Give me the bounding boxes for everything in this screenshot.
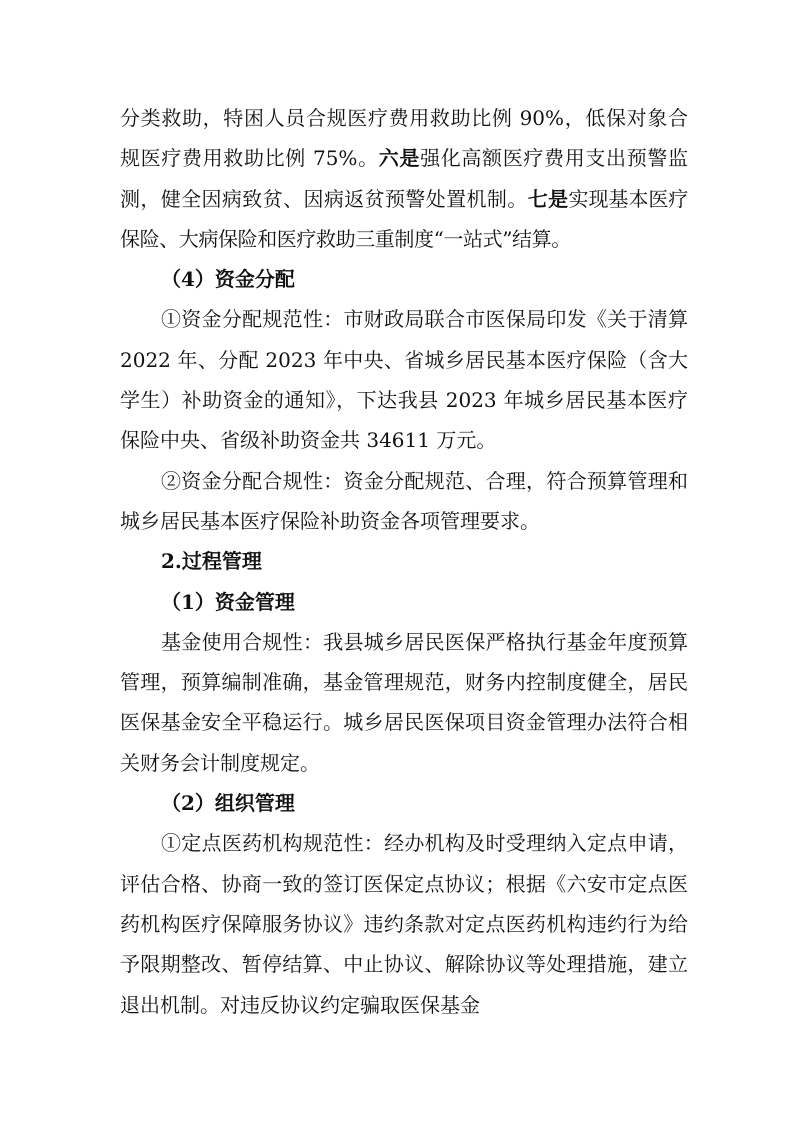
heading-fund-allocation: （4）资金分配 [161,267,295,292]
heading-fund-management: （1）资金管理 [161,589,295,614]
paragraph-organization-management: ①定点医药机构规范性：经办机构及时受理纳入定点申请，评估合格、协商一致的签订医保定点协议；根据《六安市定点医药机构医疗保障服务协议》违约条款对定点医药机构违约行为给予限期整改、暂停结算、中止协议、解除协议等处理措施，建立退出机制。对违反协议约定骗取医保基金 [120,831,688,1017]
heading-organization-management: （2）组织管理 [161,791,295,816]
bold-marker-seven: 七是 [527,186,569,211]
heading-process-management: 2.过程管理 [161,549,262,574]
paragraph-continued [120,98,688,259]
paragraph-allocation-compliance: ②资金分配合规性：资金分配规范、合理，符合预算管理和城乡居民基本医疗保险补助资金各项管理要求。 [120,468,688,533]
paragraph-allocation-normative: ①资金分配规范性：市财政局联合市医保局印发《关于清算 2022 年、分配 2023 年中央、省城乡居民基本医疗保险（含大学生）补助资金的通知》，下达我县 2023 年城乡居民基本医疗保险中央、省级补助资金共 34611 万元。 [120,307,688,453]
document-page [120,98,688,1025]
paragraph-fund-management: 基金使用合规性：我县城乡居民医保严格执行基金年度预算管理，预算编制准确，基金管理规范，财务内控制度健全，居民医保基金安全平稳运行。城乡居民医保项目资金管理办法符合相关财务会计制度规定。 [120,629,688,775]
text-span: 强化高额医疗费用支出预警监测，健全因病致贫、因病返贫预警处置机制。 [120,146,689,211]
text-span: 分类救助，特困人员合规医疗费用救助比例 90%，低保对象合规医疗费用救助比例 75%。 [120,106,688,171]
text-span: 实现基本医疗保险、大病保险和医疗救助三重制度“一站式”结算。 [120,186,689,251]
bold-marker-six: 六是 [378,146,421,171]
